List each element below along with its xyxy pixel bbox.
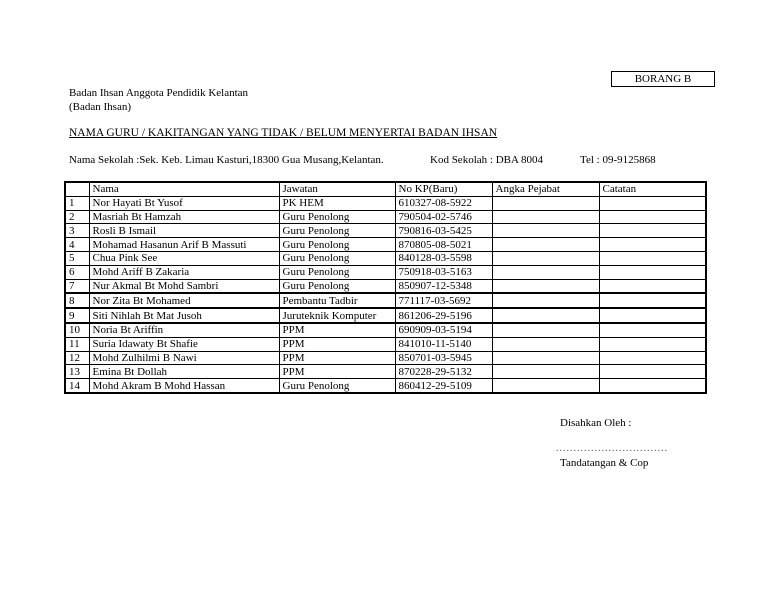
notes (599, 379, 706, 393)
row-number: 13 (65, 365, 89, 379)
notes (599, 196, 706, 210)
office-number (492, 224, 599, 238)
ic-number: 850907-12-5348 (395, 279, 492, 293)
staff-position: Guru Penolong (279, 238, 395, 252)
row-number: 2 (65, 210, 89, 224)
ic-number: 750918-03-5163 (395, 265, 492, 279)
ic-number: 610327-08-5922 (395, 196, 492, 210)
staff-name: Mohd Ariff B Zakaria (89, 265, 279, 279)
office-number (492, 196, 599, 210)
row-number: 9 (65, 308, 89, 323)
staff-name: Mohamad Hasanun Arif B Massuti (89, 238, 279, 252)
header-position: Jawatan (279, 182, 395, 196)
staff-name: Nor Hayati Bt Yusof (89, 196, 279, 210)
row-number: 8 (65, 293, 89, 308)
office-number (492, 265, 599, 279)
notes (599, 323, 706, 337)
staff-name: Mohd Zulhilmi B Nawi (89, 351, 279, 365)
office-number (492, 251, 599, 265)
table-row (65, 365, 706, 379)
staff-position: Guru Penolong (279, 265, 395, 279)
table-row (65, 323, 706, 337)
staff-name: Masriah Bt Hamzah (89, 210, 279, 224)
staff-name: Nor Zita Bt Mohamed (89, 293, 279, 308)
row-number: 11 (65, 337, 89, 351)
table-row (65, 196, 706, 210)
table-row (65, 210, 706, 224)
table-row (65, 279, 706, 293)
staff-position: Guru Penolong (279, 279, 395, 293)
ic-number: 870805-08-5021 (395, 238, 492, 252)
row-number: 1 (65, 196, 89, 210)
table-row (65, 308, 706, 323)
row-number: 10 (65, 323, 89, 337)
row-number: 6 (65, 265, 89, 279)
staff-position: PPM (279, 365, 395, 379)
notes (599, 308, 706, 323)
ic-number: 861206-29-5196 (395, 308, 492, 323)
office-number (492, 238, 599, 252)
office-number (492, 279, 599, 293)
table-row (65, 337, 706, 351)
header-notes: Catatan (599, 182, 706, 196)
staff-position: Guru Penolong (279, 210, 395, 224)
signature-label: Tandatangan & Cop (560, 457, 649, 469)
header-name: Nama (89, 182, 279, 196)
row-number: 4 (65, 238, 89, 252)
table-header-row (65, 182, 706, 196)
form-label-box (611, 71, 715, 87)
school-code: Kod Sekolah : DBA 8004 (430, 154, 544, 166)
office-number (492, 337, 599, 351)
school-telephone: Tel : 09-9125868 (580, 154, 656, 166)
staff-position: Guru Penolong (279, 379, 395, 393)
ic-number: 790504-02-5746 (395, 210, 492, 224)
row-number: 14 (65, 379, 89, 393)
staff-name: Suria Idawaty Bt Shafie (89, 337, 279, 351)
notes (599, 351, 706, 365)
signature-line: ................................ (556, 443, 668, 454)
office-number (492, 323, 599, 337)
staff-table (64, 181, 707, 394)
ic-number: 771117-03-5692 (395, 293, 492, 308)
table-row (65, 293, 706, 308)
ic-number: 840128-03-5598 (395, 251, 492, 265)
notes (599, 210, 706, 224)
staff-position: Juruteknik Komputer (279, 308, 395, 323)
notes (599, 224, 706, 238)
table-row (65, 379, 706, 393)
staff-position: PPM (279, 337, 395, 351)
staff-name: Mohd Akram B Mohd Hassan (89, 379, 279, 393)
staff-name: Chua Pink See (89, 251, 279, 265)
office-number (492, 308, 599, 323)
staff-table-body (65, 196, 706, 393)
organization-name: Badan Ihsan Anggota Pendidik Kelantan (69, 87, 249, 99)
notes (599, 279, 706, 293)
ic-number: 870228-29-5132 (395, 365, 492, 379)
form-label: BORANG B (634, 73, 692, 85)
ic-number: 841010-11-5140 (395, 337, 492, 351)
ic-number: 790816-03-5425 (395, 224, 492, 238)
table-row (65, 224, 706, 238)
table-row (65, 351, 706, 365)
office-number (492, 379, 599, 393)
notes (599, 337, 706, 351)
ic-number: 690909-03-5194 (395, 323, 492, 337)
header-ic-number: No KP(Baru) (395, 182, 492, 196)
table-row (65, 251, 706, 265)
office-number (492, 351, 599, 365)
ic-number: 860412-29-5109 (395, 379, 492, 393)
office-number (492, 293, 599, 308)
office-number (492, 365, 599, 379)
staff-position: Pembantu Tadbir (279, 293, 395, 308)
staff-name: Siti Nihlah Bt Mat Jusoh (89, 308, 279, 323)
staff-position: PPM (279, 351, 395, 365)
notes (599, 238, 706, 252)
staff-name: Emina Bt Dollah (89, 365, 279, 379)
notes (599, 293, 706, 308)
notes (599, 265, 706, 279)
document-heading: NAMA GURU / KAKITANGAN YANG TIDAK / BELUM MENYERTAI BADAN IHSAN (69, 127, 498, 139)
row-number: 3 (65, 224, 89, 238)
staff-position: Guru Penolong (279, 224, 395, 238)
header-office-number: Angka Pejabat (492, 182, 599, 196)
notes (599, 251, 706, 265)
school-name: Nama Sekolah :Sek. Keb. Limau Kasturi,18300 Gua Musang,Kelantan. (69, 154, 384, 166)
staff-position: PK HEM (279, 196, 395, 210)
row-number: 12 (65, 351, 89, 365)
ic-number: 850701-03-5945 (395, 351, 492, 365)
staff-position: PPM (279, 323, 395, 337)
staff-name: Nur Akmal Bt Mohd Sambri (89, 279, 279, 293)
staff-position: Guru Penolong (279, 251, 395, 265)
row-number: 7 (65, 279, 89, 293)
staff-name: Noria Bt Ariffin (89, 323, 279, 337)
table-row (65, 238, 706, 252)
staff-name: Rosli B Ismail (89, 224, 279, 238)
organization-short-name: (Badan Ihsan) (69, 101, 132, 113)
row-number: 5 (65, 251, 89, 265)
office-number (492, 210, 599, 224)
table-row (65, 265, 706, 279)
notes (599, 365, 706, 379)
header-number (65, 182, 89, 196)
approval-label: Disahkan Oleh : (560, 417, 632, 429)
